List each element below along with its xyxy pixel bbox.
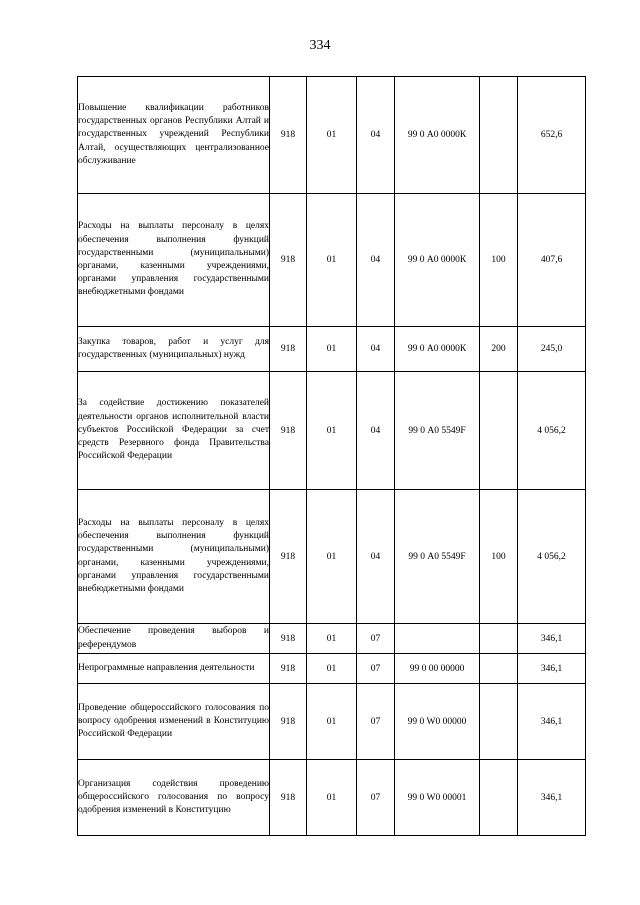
subsection-code: 04 [357,194,395,327]
table-row [78,77,586,194]
ministry-code: 918 [270,624,307,654]
target-article-code: 99 0 А0 5549F [395,490,480,624]
expense-type-code [480,372,518,490]
budget-table [77,76,586,836]
section-code: 01 [307,327,357,372]
ministry-code: 918 [270,654,307,684]
section-code: 01 [307,372,357,490]
row-name: Расходы на выплаты персоналу в целях обеспечения выполнения функций государственными (муниципальными) органами, казенными учреждениями, органами управления государственными внебюджетными фондами [78,194,270,327]
expense-type-code: 100 [480,490,518,624]
row-name: Организация содействия проведению общероссийского голосования по вопросу одобрения изменений в Конституцию [78,760,270,836]
expense-type-code [480,624,518,654]
ministry-code: 918 [270,194,307,327]
row-name: За содействие достижению показателей деятельности органов исполнительной власти субъектов Российской Федерации за счет средств Резервного фонда Правительства Российской Федерации [78,372,270,490]
amount: 245,0 [518,327,586,372]
row-name: Повышение квалификации работников государственных органов Республики Алтай и государственных учреждений Республики Алтай, осуществляющих централизованное обслуживание [78,77,270,194]
subsection-code: 04 [357,490,395,624]
ministry-code: 918 [270,372,307,490]
table-row [78,760,586,836]
target-article-code: 99 0 А0 0000К [395,194,480,327]
section-code: 01 [307,77,357,194]
subsection-code: 04 [357,77,395,194]
ministry-code: 918 [270,760,307,836]
section-code: 01 [307,760,357,836]
table-row [78,327,586,372]
subsection-code: 04 [357,372,395,490]
row-name: Закупка товаров, работ и услуг для государственных (муниципальных) нужд [78,327,270,372]
target-article-code [395,624,480,654]
expense-type-code [480,654,518,684]
section-code: 01 [307,684,357,760]
ministry-code: 918 [270,77,307,194]
target-article-code: 99 0 W0 00001 [395,760,480,836]
subsection-code: 07 [357,624,395,654]
page-number: 334 [309,38,331,53]
section-code: 01 [307,654,357,684]
subsection-code: 07 [357,654,395,684]
subsection-code: 04 [357,327,395,372]
row-name: Расходы на выплаты персоналу в целях обеспечения выполнения функций государственными (муниципальными) органами, казенными учреждениями, органами управления государственными внебюджетными фондами [78,490,270,624]
subsection-code: 07 [357,760,395,836]
amount: 346,1 [518,654,586,684]
target-article-code: 99 0 W0 00000 [395,684,480,760]
section-code: 01 [307,624,357,654]
target-article-code: 99 0 А0 0000К [395,77,480,194]
amount: 4 056,2 [518,372,586,490]
expense-type-code [480,684,518,760]
row-name: Обеспечение проведения выборов и референдумов [78,624,270,654]
table-row [78,654,586,684]
expense-type-code [480,77,518,194]
expense-type-code: 200 [480,327,518,372]
table-row [78,684,586,760]
section-code: 01 [307,194,357,327]
amount: 407,6 [518,194,586,327]
amount: 346,1 [518,760,586,836]
expense-type-code: 100 [480,194,518,327]
amount: 346,1 [518,624,586,654]
row-name: Непрограммные направления деятельности [78,654,270,684]
target-article-code: 99 0 00 00000 [395,654,480,684]
expense-type-code [480,760,518,836]
amount: 652,6 [518,77,586,194]
row-name: Проведение общероссийского голосования по вопросу одобрения изменений в Конституцию Российской Федерации [78,684,270,760]
ministry-code: 918 [270,490,307,624]
ministry-code: 918 [270,327,307,372]
table-row [78,194,586,327]
table-row [78,372,586,490]
amount: 346,1 [518,684,586,760]
target-article-code: 99 0 А0 0000К [395,327,480,372]
section-code: 01 [307,490,357,624]
amount: 4 056,2 [518,490,586,624]
table-row [78,490,586,624]
target-article-code: 99 0 А0 5549F [395,372,480,490]
ministry-code: 918 [270,684,307,760]
subsection-code: 07 [357,684,395,760]
table-row [78,624,586,654]
